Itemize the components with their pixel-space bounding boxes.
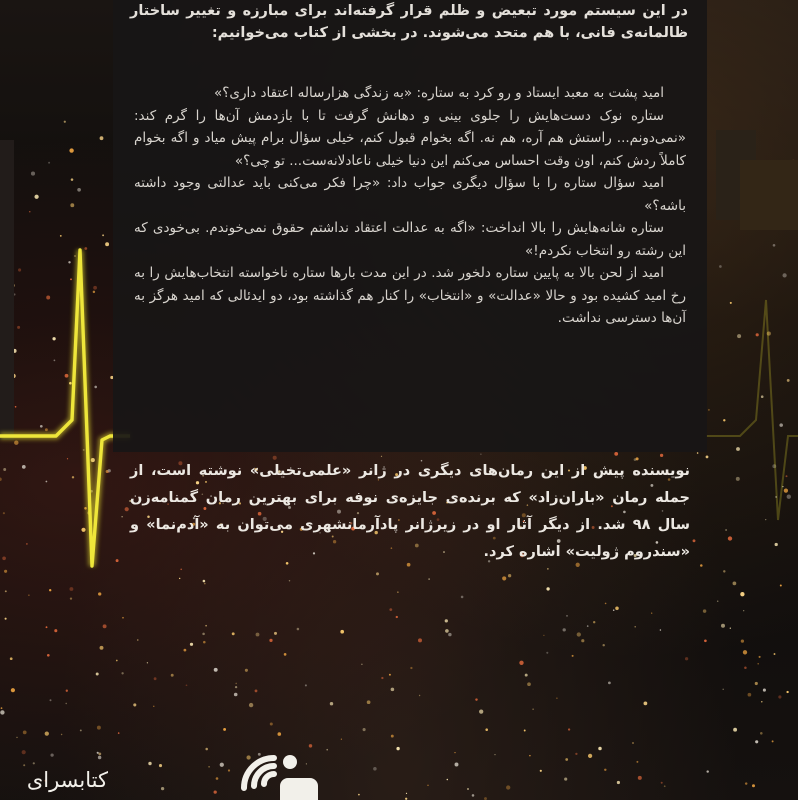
city-light — [660, 454, 663, 457]
city-light — [190, 643, 193, 646]
city-light — [479, 709, 483, 713]
city-light — [186, 684, 188, 686]
city-light — [617, 781, 620, 784]
city-light — [100, 646, 104, 650]
city-light — [581, 639, 584, 642]
logo-mark — [280, 778, 318, 800]
city-light — [448, 633, 451, 636]
city-light — [744, 667, 747, 670]
city-light — [485, 728, 488, 731]
city-light — [745, 782, 747, 784]
city-light — [540, 770, 542, 772]
right-building-silhouette-2 — [740, 160, 798, 230]
city-light — [447, 779, 449, 781]
city-light — [235, 683, 237, 685]
city-light — [467, 788, 469, 790]
city-light — [608, 682, 611, 685]
city-light — [46, 296, 50, 300]
city-light — [664, 785, 666, 787]
city-light — [28, 594, 30, 596]
city-light — [22, 465, 26, 469]
publisher-logo — [132, 748, 332, 800]
city-light — [759, 656, 761, 658]
city-light — [568, 728, 570, 730]
city-light — [11, 688, 15, 692]
city-light — [122, 617, 124, 619]
city-light — [70, 597, 72, 599]
city-light — [97, 726, 101, 730]
city-light — [565, 758, 568, 761]
city-light — [284, 653, 287, 656]
intro-paragraph: در این سیستم مورد تبعیض و ظلم قرار گرفته‌اند برای مبارزه و تغییر ساختار ظالمانه‌ی فانی، با هم متحد می‌شوند. در بخشی از کتاب می‌خوانیم: — [130, 3, 688, 41]
city-light — [632, 742, 634, 744]
city-light — [480, 453, 481, 454]
city-light — [66, 690, 68, 692]
city-light — [761, 701, 762, 702]
publisher-name: کتابسرای — [26, 768, 108, 792]
city-light — [389, 608, 392, 611]
city-light — [214, 668, 218, 672]
city-light — [116, 559, 119, 562]
city-light — [84, 247, 87, 250]
city-light — [773, 244, 776, 247]
city-light — [0, 710, 4, 714]
city-light — [755, 740, 758, 743]
city-light — [107, 471, 109, 473]
city-light — [741, 639, 744, 642]
city-light — [494, 754, 495, 755]
city-light — [757, 663, 759, 665]
city-light — [93, 291, 95, 293]
city-light — [730, 302, 732, 304]
city-light — [529, 755, 531, 757]
city-light — [54, 360, 56, 362]
city-light — [68, 261, 70, 263]
city-light — [730, 628, 731, 629]
city-light — [121, 672, 123, 674]
city-light — [376, 572, 379, 575]
city-light — [697, 452, 699, 454]
city-light — [782, 273, 786, 277]
city-light — [98, 752, 101, 755]
city-light — [700, 564, 703, 567]
city-light — [3, 512, 5, 514]
city-light — [4, 570, 7, 573]
city-light — [508, 574, 511, 577]
city-light — [703, 609, 706, 612]
city-light — [34, 195, 38, 199]
city-light — [381, 456, 382, 457]
city-light — [651, 613, 652, 614]
city-light — [593, 621, 595, 623]
city-light — [202, 633, 205, 636]
city-light — [563, 628, 566, 631]
city-light — [615, 607, 619, 611]
city-light — [778, 695, 781, 698]
city-light — [330, 702, 333, 705]
city-light — [121, 516, 122, 517]
city-light — [361, 664, 362, 665]
city-light — [736, 447, 740, 451]
city-light — [546, 587, 549, 590]
city-light — [775, 543, 778, 546]
city-light — [396, 616, 398, 618]
city-light — [14, 441, 18, 445]
city-light — [604, 769, 606, 771]
city-light — [706, 770, 708, 772]
city-light — [45, 731, 49, 735]
city-light — [587, 625, 589, 627]
city-light — [708, 409, 710, 411]
city-light — [29, 211, 30, 212]
city-light — [761, 395, 764, 398]
city-light — [756, 333, 759, 336]
heartbeat-line-glow — [0, 250, 130, 566]
city-light — [397, 591, 398, 592]
city-light — [71, 178, 74, 181]
city-light — [70, 203, 74, 207]
city-light — [60, 235, 62, 237]
city-light — [341, 739, 342, 740]
city-light — [10, 657, 13, 660]
city-light — [736, 477, 740, 481]
excerpt-paragraph: ستاره شانه‌هایش را بالا انداخت: «اگه به عدالت اعتقاد نداشتم حقوق نمی‌خوندم. بی‌خودی که این رشته رو انتخاب نکردم!» — [134, 220, 686, 259]
city-light — [428, 578, 429, 579]
city-light — [706, 456, 709, 459]
city-light — [381, 677, 383, 679]
city-light — [602, 644, 604, 646]
city-light — [3, 468, 6, 471]
city-light — [289, 580, 290, 581]
city-light — [26, 543, 28, 545]
city-light — [685, 657, 688, 660]
city-light — [0, 478, 2, 482]
city-light — [49, 589, 51, 591]
city-light — [636, 761, 638, 763]
city-light — [103, 624, 107, 628]
city-light — [269, 639, 272, 642]
city-light — [184, 649, 187, 652]
city-light — [2, 556, 6, 560]
city-light — [743, 610, 744, 611]
city-light — [406, 793, 407, 794]
city-light — [179, 578, 180, 579]
city-light — [65, 703, 66, 704]
city-light — [405, 798, 407, 800]
city-light — [15, 406, 17, 408]
city-light — [722, 689, 723, 690]
city-light — [396, 747, 399, 750]
city-light — [1, 707, 3, 709]
city-light — [297, 628, 300, 631]
left-tower-silhouette — [0, 140, 14, 440]
city-light — [725, 529, 727, 531]
city-light — [48, 162, 50, 164]
city-light — [445, 629, 449, 633]
excerpt-paragraph: امید از لحن بالا به پایین ستاره دلخور شد. در این مدت بارها ستاره ناخواسته انتخاب‌هایش را به رخ امید کشیده بود و حالا «عدالت» و «انتخاب» را کنار هم گذاشته بود، دو ایدئالی که امید هرگز به آن‌ها دسترسی نداشت. — [134, 265, 686, 326]
city-light — [575, 753, 577, 755]
city-light — [598, 747, 602, 751]
excerpt-paragraph: ستاره نوک دست‌هایش را جلوی بینی و دهانش گرفت تا با بازدمش آن‌ها را گرم کند: «نمی‌دونم... راستش هم آره، هم نه. اگه بخوام قبول کنم، خیلی سؤال برام پیش میاد و اگه بخوام کاملاً ردش کنم، اون وقت احساس می‌کنم این دنیا خیلی ناعادلانه‌ست... تو چی؟» — [134, 107, 686, 169]
city-light — [717, 600, 718, 601]
city-light — [80, 729, 82, 731]
city-light — [98, 756, 101, 759]
city-light — [455, 763, 459, 767]
city-light — [31, 172, 35, 176]
city-light — [755, 682, 758, 685]
city-light — [704, 639, 707, 642]
city-light — [779, 423, 783, 427]
city-light — [564, 778, 567, 781]
city-light — [461, 596, 464, 599]
city-light — [118, 732, 120, 734]
city-light — [363, 728, 366, 731]
city-light — [235, 686, 237, 688]
city-light — [270, 722, 273, 725]
city-light — [116, 660, 118, 662]
city-light — [780, 585, 782, 587]
city-light — [22, 750, 26, 754]
city-light — [543, 635, 544, 636]
city-light — [97, 752, 99, 754]
city-light — [180, 568, 182, 570]
city-light — [525, 674, 528, 677]
city-light — [340, 630, 344, 634]
city-light — [389, 674, 391, 676]
excerpt-paragraph: امید سؤال ستاره را با سؤال دیگری جواب داد: «چرا فکر می‌کنی باید عدالتی وجود داشته باشه؟» — [134, 175, 686, 214]
city-light — [305, 684, 307, 686]
city-light — [23, 731, 27, 735]
city-light — [245, 669, 248, 672]
city-light — [47, 654, 50, 657]
city-light — [105, 242, 109, 246]
city-light — [787, 495, 791, 499]
city-light — [765, 519, 766, 520]
city-light — [502, 576, 506, 580]
excerpt-paragraph: امید پشت به معبد ایستاد و رو کرد به ستاره: «به زندگی هزارساله اعتقاد داری؟» — [213, 85, 664, 101]
city-light — [748, 693, 752, 697]
city-light — [693, 539, 696, 542]
city-light — [100, 136, 104, 140]
city-light — [784, 488, 788, 492]
city-light — [50, 753, 53, 756]
heartbeat-line — [0, 250, 130, 566]
city-light — [67, 458, 68, 459]
city-light — [358, 794, 360, 796]
city-light — [204, 583, 206, 585]
city-light — [203, 580, 206, 583]
city-light — [17, 326, 20, 329]
city-light — [61, 734, 62, 735]
city-light — [94, 386, 97, 389]
city-light — [69, 148, 73, 152]
city-light — [52, 337, 55, 340]
city-light — [524, 730, 526, 732]
city-light — [728, 536, 732, 540]
city-light — [613, 609, 615, 611]
city-light — [772, 740, 774, 742]
city-light — [203, 641, 206, 644]
city-light — [234, 693, 238, 697]
city-light — [64, 121, 66, 123]
sound-wave-icon — [244, 758, 274, 788]
city-light — [367, 700, 371, 704]
city-light — [786, 475, 788, 477]
city-light — [661, 782, 663, 784]
city-light — [72, 476, 74, 478]
city-light — [40, 425, 43, 428]
city-light — [737, 334, 741, 338]
city-light — [721, 624, 725, 628]
city-light — [506, 785, 510, 789]
city-light — [760, 732, 763, 735]
city-light — [723, 570, 725, 572]
city-light — [69, 587, 73, 591]
city-light — [153, 706, 154, 707]
city-light — [787, 379, 790, 382]
city-light — [786, 691, 788, 693]
city-light — [519, 661, 523, 665]
city-light — [733, 582, 737, 586]
city-light — [147, 662, 148, 663]
city-light — [763, 689, 766, 692]
city-light — [445, 619, 448, 622]
city-light — [719, 265, 722, 268]
city-light — [566, 615, 567, 616]
city-light — [5, 618, 7, 620]
city-light — [588, 754, 592, 758]
city-light — [102, 234, 104, 236]
city-light — [572, 655, 574, 657]
city-light — [752, 784, 755, 787]
city-light — [644, 702, 648, 706]
city-light — [740, 592, 744, 596]
city-light — [81, 528, 85, 532]
city-light — [605, 603, 607, 605]
city-light — [45, 428, 48, 431]
city-light — [33, 762, 35, 764]
heartbeat-line-right — [706, 300, 798, 520]
city-light — [556, 697, 558, 699]
city-light — [98, 592, 101, 595]
city-light — [547, 568, 548, 569]
city-light — [249, 703, 253, 707]
city-light — [77, 188, 81, 192]
city-light — [46, 481, 48, 483]
city-light — [74, 255, 75, 256]
city-light — [256, 633, 260, 637]
city-light — [154, 677, 157, 680]
city-light — [733, 728, 737, 732]
city-light — [634, 626, 636, 628]
city-light — [546, 652, 548, 654]
city-light — [373, 767, 377, 771]
city-light — [774, 653, 776, 655]
city-light — [65, 374, 69, 378]
city-light — [614, 452, 618, 456]
city-light — [532, 709, 533, 710]
book-excerpt — [134, 82, 686, 330]
city-light — [232, 632, 235, 635]
city-light — [454, 752, 455, 753]
city-light — [527, 682, 531, 686]
city-light — [427, 785, 428, 786]
city-light — [50, 699, 52, 701]
city-light — [96, 673, 99, 676]
city-light — [723, 419, 725, 421]
city-light — [171, 674, 174, 677]
city-light — [23, 764, 25, 766]
city-light — [391, 688, 395, 692]
city-light — [70, 278, 72, 280]
city-light — [638, 776, 642, 780]
city-light — [274, 632, 277, 635]
city-light — [419, 695, 420, 696]
city-light — [577, 632, 581, 636]
city-light — [660, 629, 662, 631]
city-light — [5, 590, 7, 592]
city-light — [16, 737, 17, 738]
city-light — [93, 286, 97, 290]
city-light — [475, 698, 477, 700]
city-light — [410, 667, 412, 669]
city-light — [418, 638, 422, 642]
city-light — [278, 732, 282, 736]
city-light — [223, 728, 226, 731]
city-light — [18, 268, 21, 271]
city-light — [133, 703, 136, 706]
logo-dot — [283, 755, 297, 769]
city-light — [54, 629, 57, 632]
author-paragraph: نویسنده پیش از این رمان‌های دیگری در ژانر «علمی‌تخیلی» نوشته است، از جمله رمان «باران‌زاد» که برنده‌ی جایزه‌ی نوفه برای بهترین رمان گمنامه‌زن سال ۹۸ شد. از دیگر آثار او در زیرژانر پادآرمانشهری می‌توان به «آدم‌نما» و «سندروم ژولیت» اشاره کرد. — [130, 463, 690, 560]
city-light — [205, 625, 207, 627]
city-light — [46, 626, 48, 628]
city-light — [391, 735, 394, 738]
city-light — [743, 650, 747, 654]
city-light — [125, 507, 129, 511]
city-light — [137, 639, 138, 640]
city-light — [255, 690, 258, 693]
city-light — [472, 794, 475, 797]
